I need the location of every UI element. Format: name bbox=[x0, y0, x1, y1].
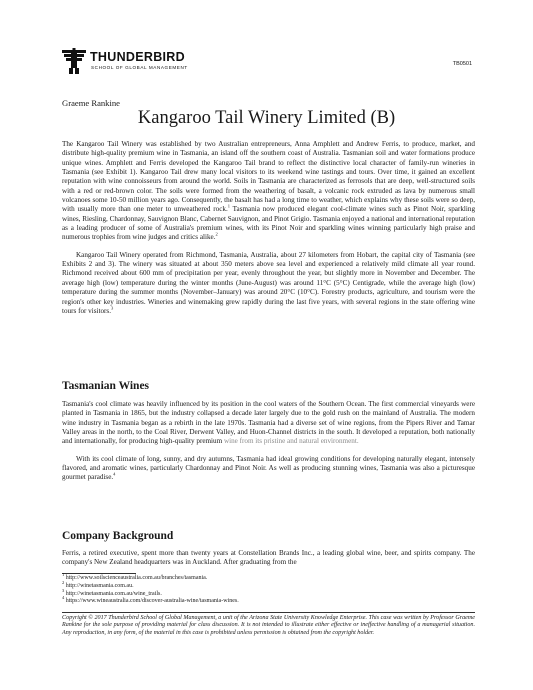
section-heading-tasmanian-wines: Tasmanian Wines bbox=[62, 380, 150, 392]
paragraph: Tasmania's cool climate was heavily influenced by its position in the cool waters of the Southern Ocean. The first commercial vineyards were planted in Tasmania in 1865, but the industry collapsed a decade later largely due to the gold rush on the mainland of Australia. The modern wine industry in Tasmania began as a rebirth in the late 1970s. Tasmania had a diverse set of wine regions, from the Pipers River and Tamar Valley areas in the north, to the Coal River, Derwent Valley, and Huon-Channel districts in the south. It developed a reputation, both nationally and internationally, for producing high-quality premium wine from its pristine and natural environment. bbox=[62, 400, 475, 446]
paragraph: With its cool climate of long, sunny, and dry autumns, Tasmania had ideal growing conditions for developing naturally elegant, intensely flavored, and aromatic wines, particularly Chardonnay and Pinot Noir. As well as producing stunning wines, Tasmania was also a picturesque gourmet paradise.$^4$ bbox=[62, 454, 475, 482]
footnote-divider bbox=[62, 573, 136, 574]
paragraph: Kangaroo Tail Winery operated from Richmond, Tasmania, Australia, about 27 kilometers from Hobart, the capital city of Tasmania (see Exhibits 2 and 3). The winery was situated at about 350 meters above sea level and experienced a relatively mild climate all year round. Richmond received about 600 mm of precipitation per year, evenly throughout the year, but slightly more in November and December. The average high (low) temperature during the winter months (June-August) was around 11°C (5°C) Centigrade, while the average high (low) temperature during the summer months (November–January) was around 20°C (10°C). Forestry products, agriculture, and tourism were the region's other key industries. Wineries and winemaking grew rapidly during the last five years, with several regions in the state offering wine tours for visitors.$^3$ bbox=[62, 250, 475, 315]
footnote-mark: 3 bbox=[111, 305, 114, 311]
intro-section bbox=[62, 140, 475, 316]
logo-subtitle: SCHOOL OF GLOBAL MANAGEMENT bbox=[91, 65, 188, 70]
copyright-divider bbox=[62, 612, 475, 613]
footnote: $^1$ http://www.soilscienceaustralia.com.au/branches/tasmania. bbox=[62, 572, 208, 581]
logo-name: THUNDERBIRD bbox=[90, 50, 185, 64]
footnote: $^3$ http://winetasmania.com.au/wine_trails. bbox=[62, 587, 162, 597]
section-heading-company-background: Company Background bbox=[62, 530, 174, 542]
footnote-mark: 1 bbox=[227, 204, 230, 210]
paragraph: The Kangaroo Tail Winery was established by two Australian entrepreneurs, Anna Amphlett and Andrew Ferris, to produce, market, and distribute high-quality premium wine in Tasmania, an island off the southern coast of Australia. Tasmanian soil and water formations produce unique wines. Amphlett and Ferris developed the Kangaroo Tail brand to reflect the distinctive local character of family-run wineries in Tasmania (see Exhibit 1). Kangaroo Tail drew many local visitors to its weekend wine tastings and tours. Over time, it gained an excellent reputation with wine connoisseurs from around the world. Soils in Tasmania are characterized as ferrosols that are deep, well-structured soils with a red or red-brown color. The soils were formed from the weathering of basalt, a volcanic rock extruded as lava by numerous small volcanoes some 10-50 million years ago. Consequently, the basalt has had a long time to weather, which explains why these soils were so deep, with usually more than one meter to unweathered rock.$^1$ Tasmania now produced elegant cool-climate wines such as Pinot Noir, sparkling wines, Riesling, Chardonnay, Sauvignon Blanc, Cabernet Sauvignon, and Pinot Grigio. Tasmania enjoyed a national and international reputation as a leading producer of some of Australia's premium wines, with its Pinot Noir and sparkling wines winning particularly high praise and numerous trophies from wine judges and critics alike.$^2$ bbox=[62, 140, 476, 242]
footnote: $^2$ http://winetasmania.com.au. bbox=[62, 579, 134, 589]
tasmanian-wines-section bbox=[62, 400, 475, 483]
footnote-mark: 2 bbox=[215, 232, 218, 238]
author-name: Graeme Rankine bbox=[62, 98, 120, 108]
paragraph: Ferris, a retired executive, spent more than twenty years at Constellation Brands Inc., a leading global wine, beer, and spirits company. The company's New Zealand headquarters was in Auckland. After graduating from the bbox=[62, 549, 475, 567]
footnote-mark: 4 bbox=[113, 472, 116, 478]
document-title: Kangaroo Tail Winery Limited (B) bbox=[137, 108, 396, 128]
case-code: TB0501 bbox=[452, 61, 472, 67]
copyright-notice: Copyright © 2017 Thunderbird School of Global Management, a unit of the Arizona State University Knowledge Enterprise. This case was written by Professor Graeme Rankine for the sole purpose of providing material for class discussion. It is not intended to illustrate either effective or ineffective handling of a managerial situation. Any reproduction, in any form, of the material in this case is prohibited unless permission is obtained from the copyright holder. bbox=[62, 615, 475, 636]
thunderbird-emblem-icon bbox=[62, 48, 86, 74]
thunderbird-logo bbox=[62, 48, 222, 76]
company-background-section bbox=[62, 549, 475, 568]
footnote: $^4$ https://www.wineaustralia.com/discover-australia-wine/tasmania-wines. bbox=[62, 595, 239, 605]
footnotes bbox=[62, 572, 475, 606]
